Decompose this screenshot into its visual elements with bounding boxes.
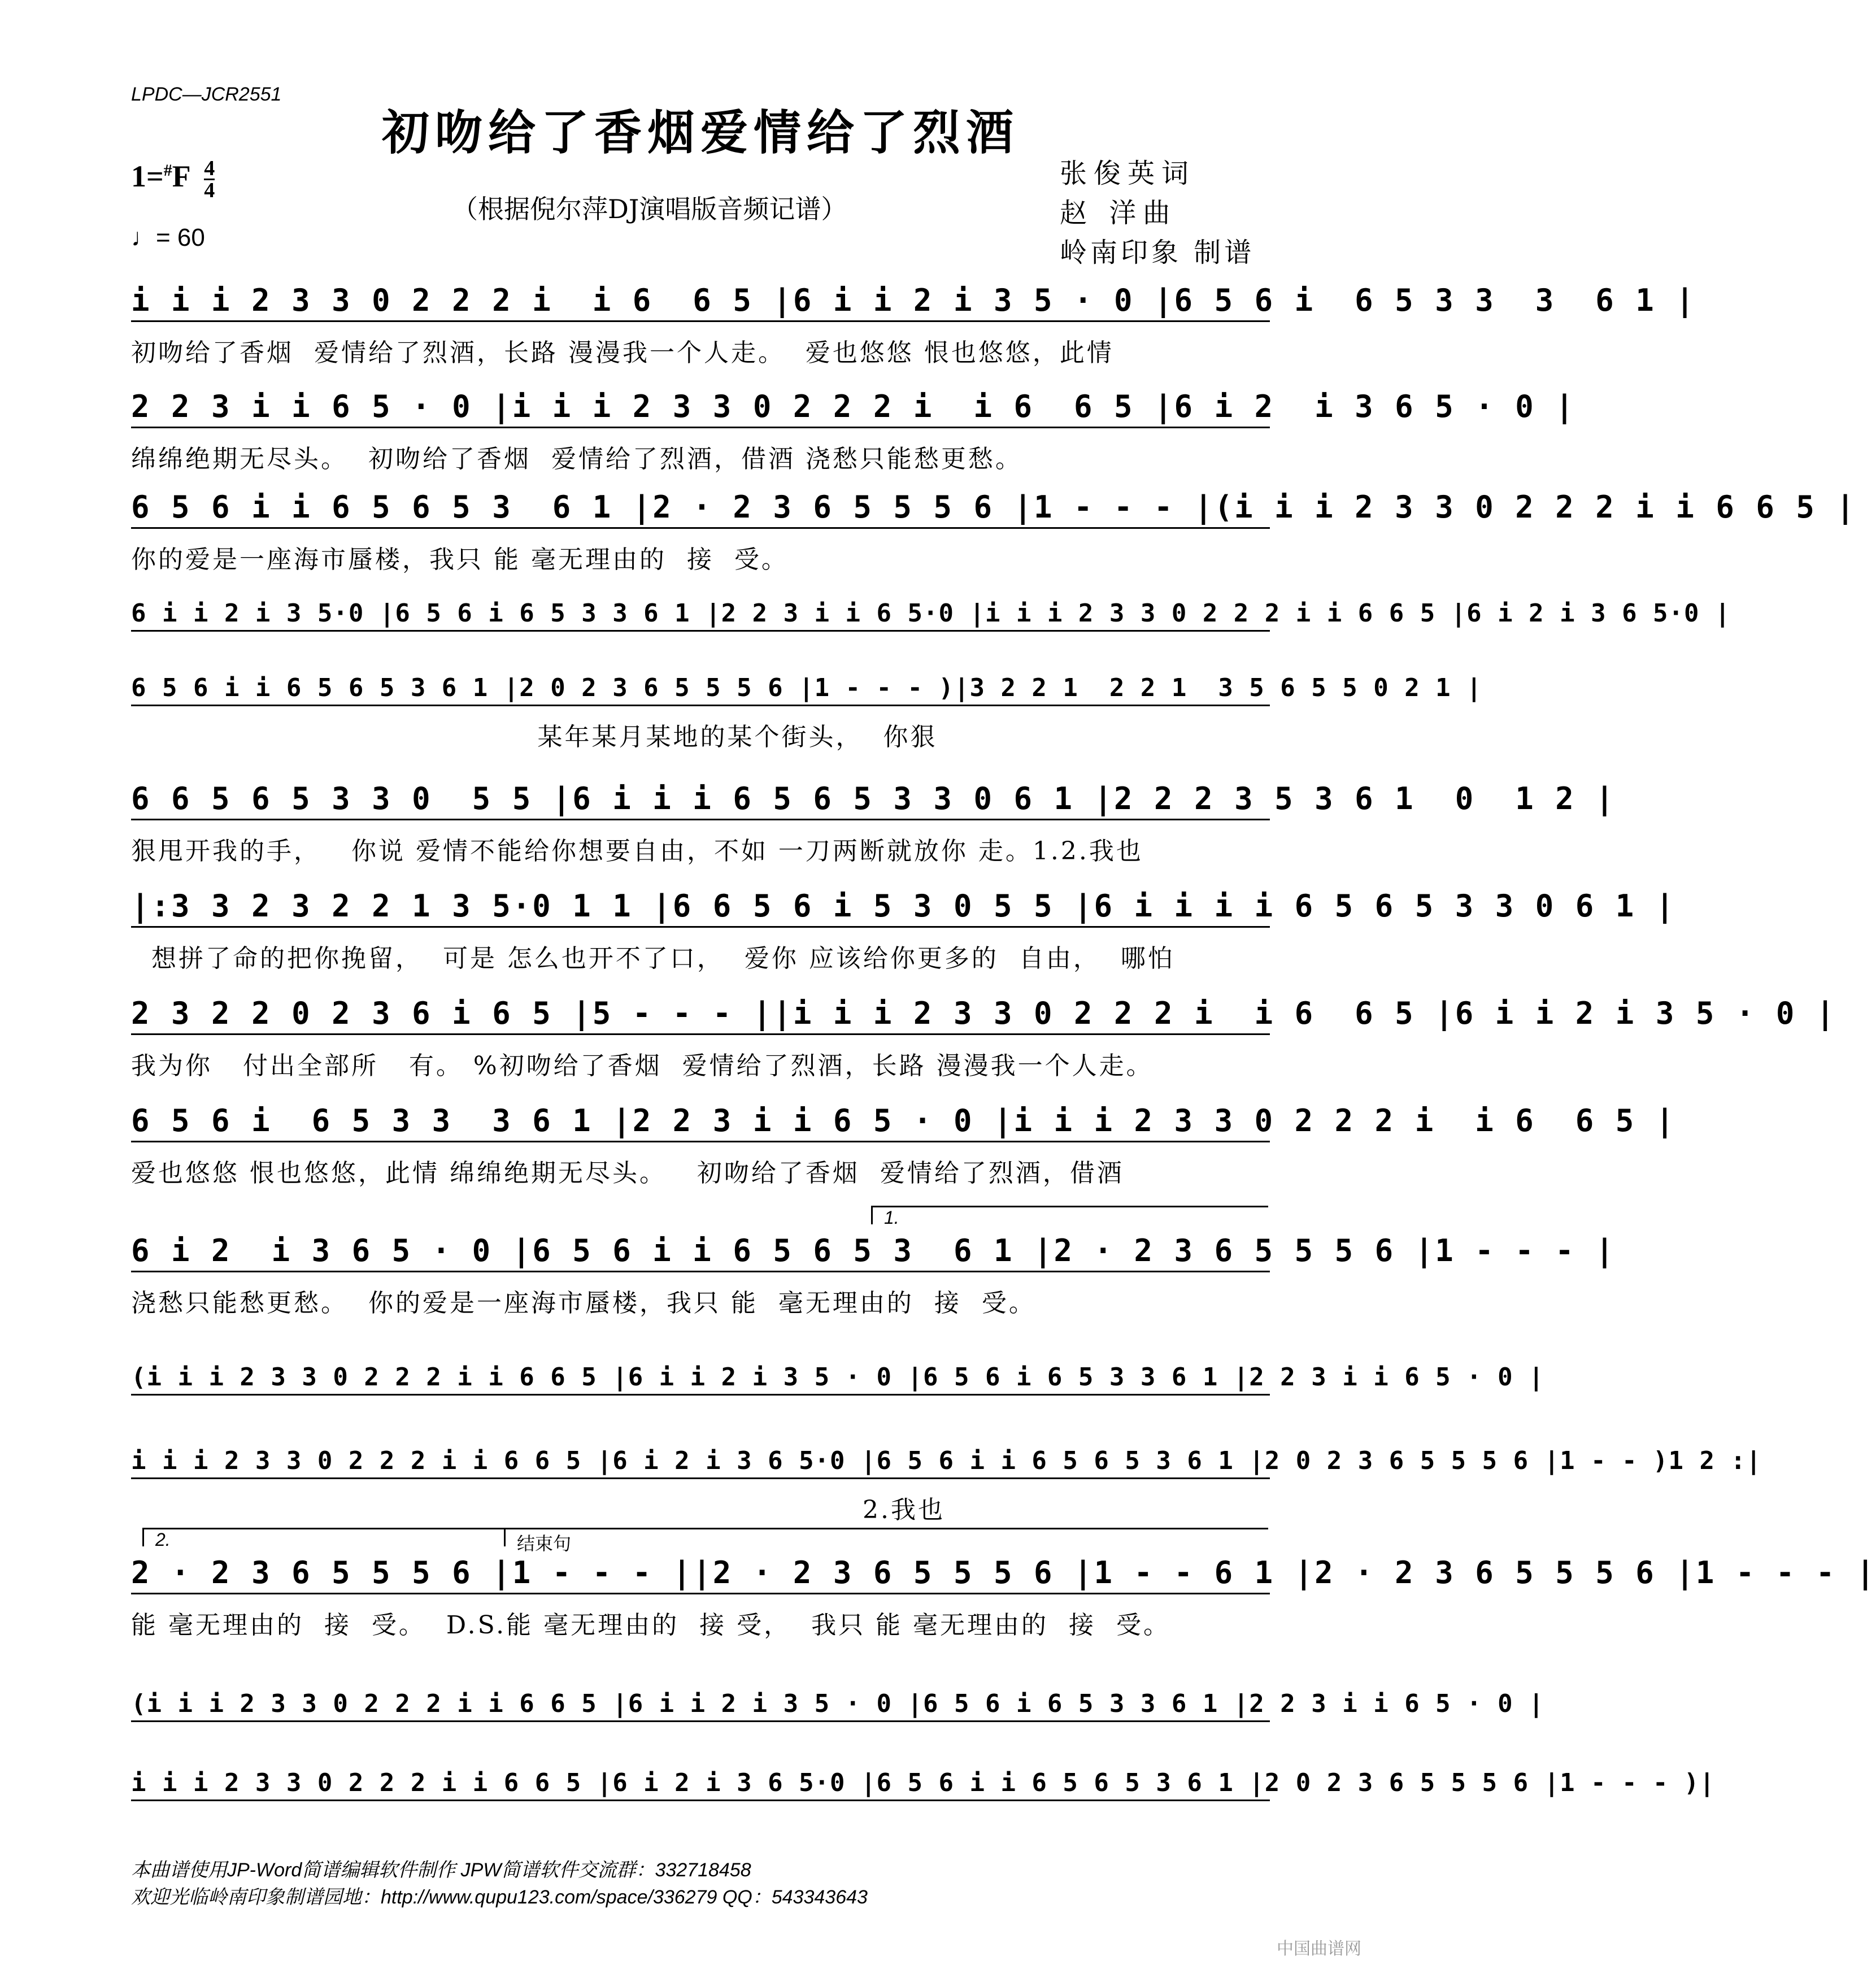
time-top: 4 [204, 157, 215, 180]
staff-line [131, 888, 1676, 974]
lyric-row: 我为你 付出全部所 有。 %初吻给了香烟 爱情给了烈酒，长路 漫漫我一个人走。 [131, 1051, 1154, 1080]
ending-label: 结束句 [517, 1533, 572, 1554]
beam-line [131, 427, 1270, 428]
lyric-row: 狠甩开我的手， 你说 爱情不能给你想要自由，不如 一刀两断就放你 走。1.2.我也 [131, 837, 1143, 866]
lyric-row: 浇愁只能愁更愁。 你的爱是一座海市蜃楼，我只 能 毫无理由的 接 受。 [131, 1289, 1036, 1318]
time-signature [204, 158, 215, 201]
notation-row: (i i i 2 3 3 0 2 2 2 i i 6 6 5 |6 i i 2 i 3 5 · 0 |6 5 6 i 6 5 3 3 6 1 |2 2 3 i i 6 5 · 0 | [131, 1689, 1544, 1718]
staff-line [131, 781, 1616, 867]
page-title: 初吻给了香烟爱情给了烈酒 [381, 105, 1019, 160]
sharp-sign: # [163, 160, 172, 180]
beam-line [131, 1394, 1270, 1396]
staff-line [131, 673, 1482, 753]
notation-row: 2 3 2 2 0 2 3 6 i 6 5 |5 - - - ||i i i 2 3 3 0 2 2 2 i i 6 6 5 |6 i i 2 i 3 5 · 0 | [131, 996, 1836, 1031]
lyric-row: 2.我也 [131, 1496, 945, 1524]
composer: 赵 洋曲 [1060, 197, 1177, 229]
lyric-row: 爱也悠悠 恨也悠悠，此情 绵绵绝期无尽头。 初吻给了香烟 爱情给了烈酒，借酒 [131, 1159, 1124, 1188]
lyric-row: 绵绵绝期无尽头。 初吻给了香烟 爱情给了烈酒，借酒 浇愁只能愁更愁。 [131, 445, 1022, 473]
staff-line [131, 1446, 1762, 1525]
key-prefix: 1= [131, 159, 164, 193]
beam-line [131, 630, 1270, 632]
tempo-marking: ♩= 60 [131, 224, 205, 251]
beam-line [131, 926, 1270, 928]
notation-row: 2 · 2 3 6 5 5 5 6 |1 - - - ||2 · 2 3 6 5 5 5 6 |1 - - 6 1 |2 · 2 3 6 5 5 5 6 |1 - - - | [131, 1555, 1876, 1590]
notation-row: (i i i 2 3 3 0 2 2 2 i i 6 6 5 |6 i i 2 i 3 5 · 0 |6 5 6 i 6 5 3 3 6 1 |2 2 3 i i 6 5 · 0 | [131, 1363, 1544, 1392]
beam-line [131, 1800, 1270, 1801]
lyric-row: 初吻给了香烟 爱情给了烈酒，长路 漫漫我一个人走。 爱也悠悠 恨也悠悠，此情 [131, 338, 1114, 367]
lyric-row: 某年某月某地的某个街头， 你狠 [131, 723, 938, 751]
notation-row: 6 5 6 i 6 5 3 3 3 6 1 |2 2 3 i i 6 5 · 0 |i i i 2 3 3 0 2 2 2 i i 6 6 5 | [131, 1103, 1676, 1138]
arranger: 岭南印象 制谱 [1060, 237, 1255, 268]
notation-row: i i i 2 3 3 0 2 2 2 i i 6 6 5 |6 i i 2 i 3 5 · 0 |6 5 6 i 6 5 3 3 3 6 1 | [131, 282, 1696, 318]
beam-line [131, 1593, 1270, 1594]
beam-line [131, 705, 1270, 706]
staff-line [131, 389, 1575, 475]
volta-label: 2. [155, 1529, 171, 1550]
notation-row: |:3 3 2 3 2 2 1 3 5·0 1 1 |6 6 5 6 i 5 3 0 5 5 |6 i i i i 6 5 6 5 3 3 0 6 1 | [131, 888, 1676, 924]
notation-row: 6 5 6 i i 6 5 6 5 3 6 1 |2 0 2 3 6 5 5 5 6 |1 - - - )|3 2 2 1 2 2 1 3 5 6 5 5 0 2 1 | [131, 673, 1482, 702]
lyricist: 张俊英词 [1060, 158, 1196, 189]
key-note: F [172, 159, 190, 193]
ending-bracket [504, 1528, 1268, 1554]
staff-line [131, 1529, 1876, 1641]
beam-line [131, 1720, 1270, 1722]
staff-line [131, 1768, 1716, 1801]
lyric-row: 想拼了命的把你挽留， 可是 怎么也开不了口， 爱你 应该给你更多的 自由， 哪怕 [131, 944, 1175, 973]
staff-line [131, 1689, 1544, 1722]
watermark-logo [1277, 1935, 1361, 1959]
volta-bracket [871, 1206, 1268, 1228]
subtitle: （根据倪尔萍DJ演唱版音频记谱） [452, 194, 847, 224]
beam-line [131, 1033, 1270, 1035]
notation-row: 2 2 3 i i 6 5 · 0 |i i i 2 3 3 0 2 2 2 i i 6 6 5 |6 i 2 i 3 6 5 · 0 | [131, 389, 1575, 424]
beam-line [131, 819, 1270, 820]
beam-line [131, 527, 1270, 529]
notation-row: 6 6 5 6 5 3 3 0 5 5 |6 i i i 6 5 6 5 3 3 0 6 1 |2 2 2 3 5 3 6 1 0 1 2 | [131, 781, 1616, 816]
beam-line [131, 1141, 1270, 1142]
staff-line [131, 282, 1696, 368]
staff-line [131, 1363, 1544, 1396]
notation-row: i i i 2 3 3 0 2 2 2 i i 6 6 5 |6 i 2 i 3 6 5·0 |6 5 6 i i 6 5 6 5 3 6 1 |2 0 2 3 6 5 5 5 6 |1 - - )1 2 :| [131, 1446, 1762, 1475]
beam-line [131, 1271, 1270, 1272]
time-bottom: 4 [204, 179, 215, 202]
staff-line [131, 1207, 1616, 1319]
notation-row: 6 5 6 i i 6 5 6 5 3 6 1 |2 · 2 3 6 5 5 5 6 |1 - - - |(i i i 2 3 3 0 2 2 2 i i 6 6 5 | [131, 489, 1856, 525]
key-signature [131, 158, 215, 201]
staff-line [131, 599, 1731, 632]
score-code: LPDC—JCR2551 [131, 84, 282, 105]
staff-line [131, 1103, 1676, 1189]
lyric-row: 你的爱是一座海市蜃楼，我只 能 毫无理由的 接 受。 [131, 545, 789, 574]
volta-label: 1. [884, 1207, 899, 1228]
notation-row: i i i 2 3 3 0 2 2 2 i i 6 6 5 |6 i 2 i 3 6 5·0 |6 5 6 i i 6 5 6 5 3 6 1 |2 0 2 3 6 5 5 5 6 |1 - - - )| [131, 1768, 1716, 1797]
lyric-row: 能 毫无理由的 接 受。 D.S.能 毫无理由的 接 受， 我只 能 毫无理由的 接 受。 [131, 1611, 1170, 1640]
beam-line [131, 1477, 1270, 1479]
notation-row: 6 i 2 i 3 6 5 · 0 |6 5 6 i i 6 5 6 5 3 6 1 |2 · 2 3 6 5 5 5 6 |1 - - - | [131, 1233, 1616, 1268]
staff-line [131, 489, 1856, 575]
beam-line [131, 320, 1270, 322]
footer-line-2: 欢迎光临岭南印象制谱园地：http://www.qupu123.com/space/336279 QQ：543343643 [131, 1887, 868, 1908]
watermark-text: 中国曲谱网 [1277, 1939, 1361, 1959]
footer-line-1: 本曲谱使用JP-Word简谱编辑软件制作 JPW简谱软件交流群：332718458 [131, 1859, 751, 1881]
volta-bracket [142, 1528, 506, 1550]
notation-row: 6 i i 2 i 3 5·0 |6 5 6 i 6 5 3 3 6 1 |2 2 3 i i 6 5·0 |i i i 2 3 3 0 2 2 2 i i 6 6 5 |6 i 2 i 3 6 5·0 | [131, 599, 1731, 628]
staff-line [131, 996, 1836, 1081]
